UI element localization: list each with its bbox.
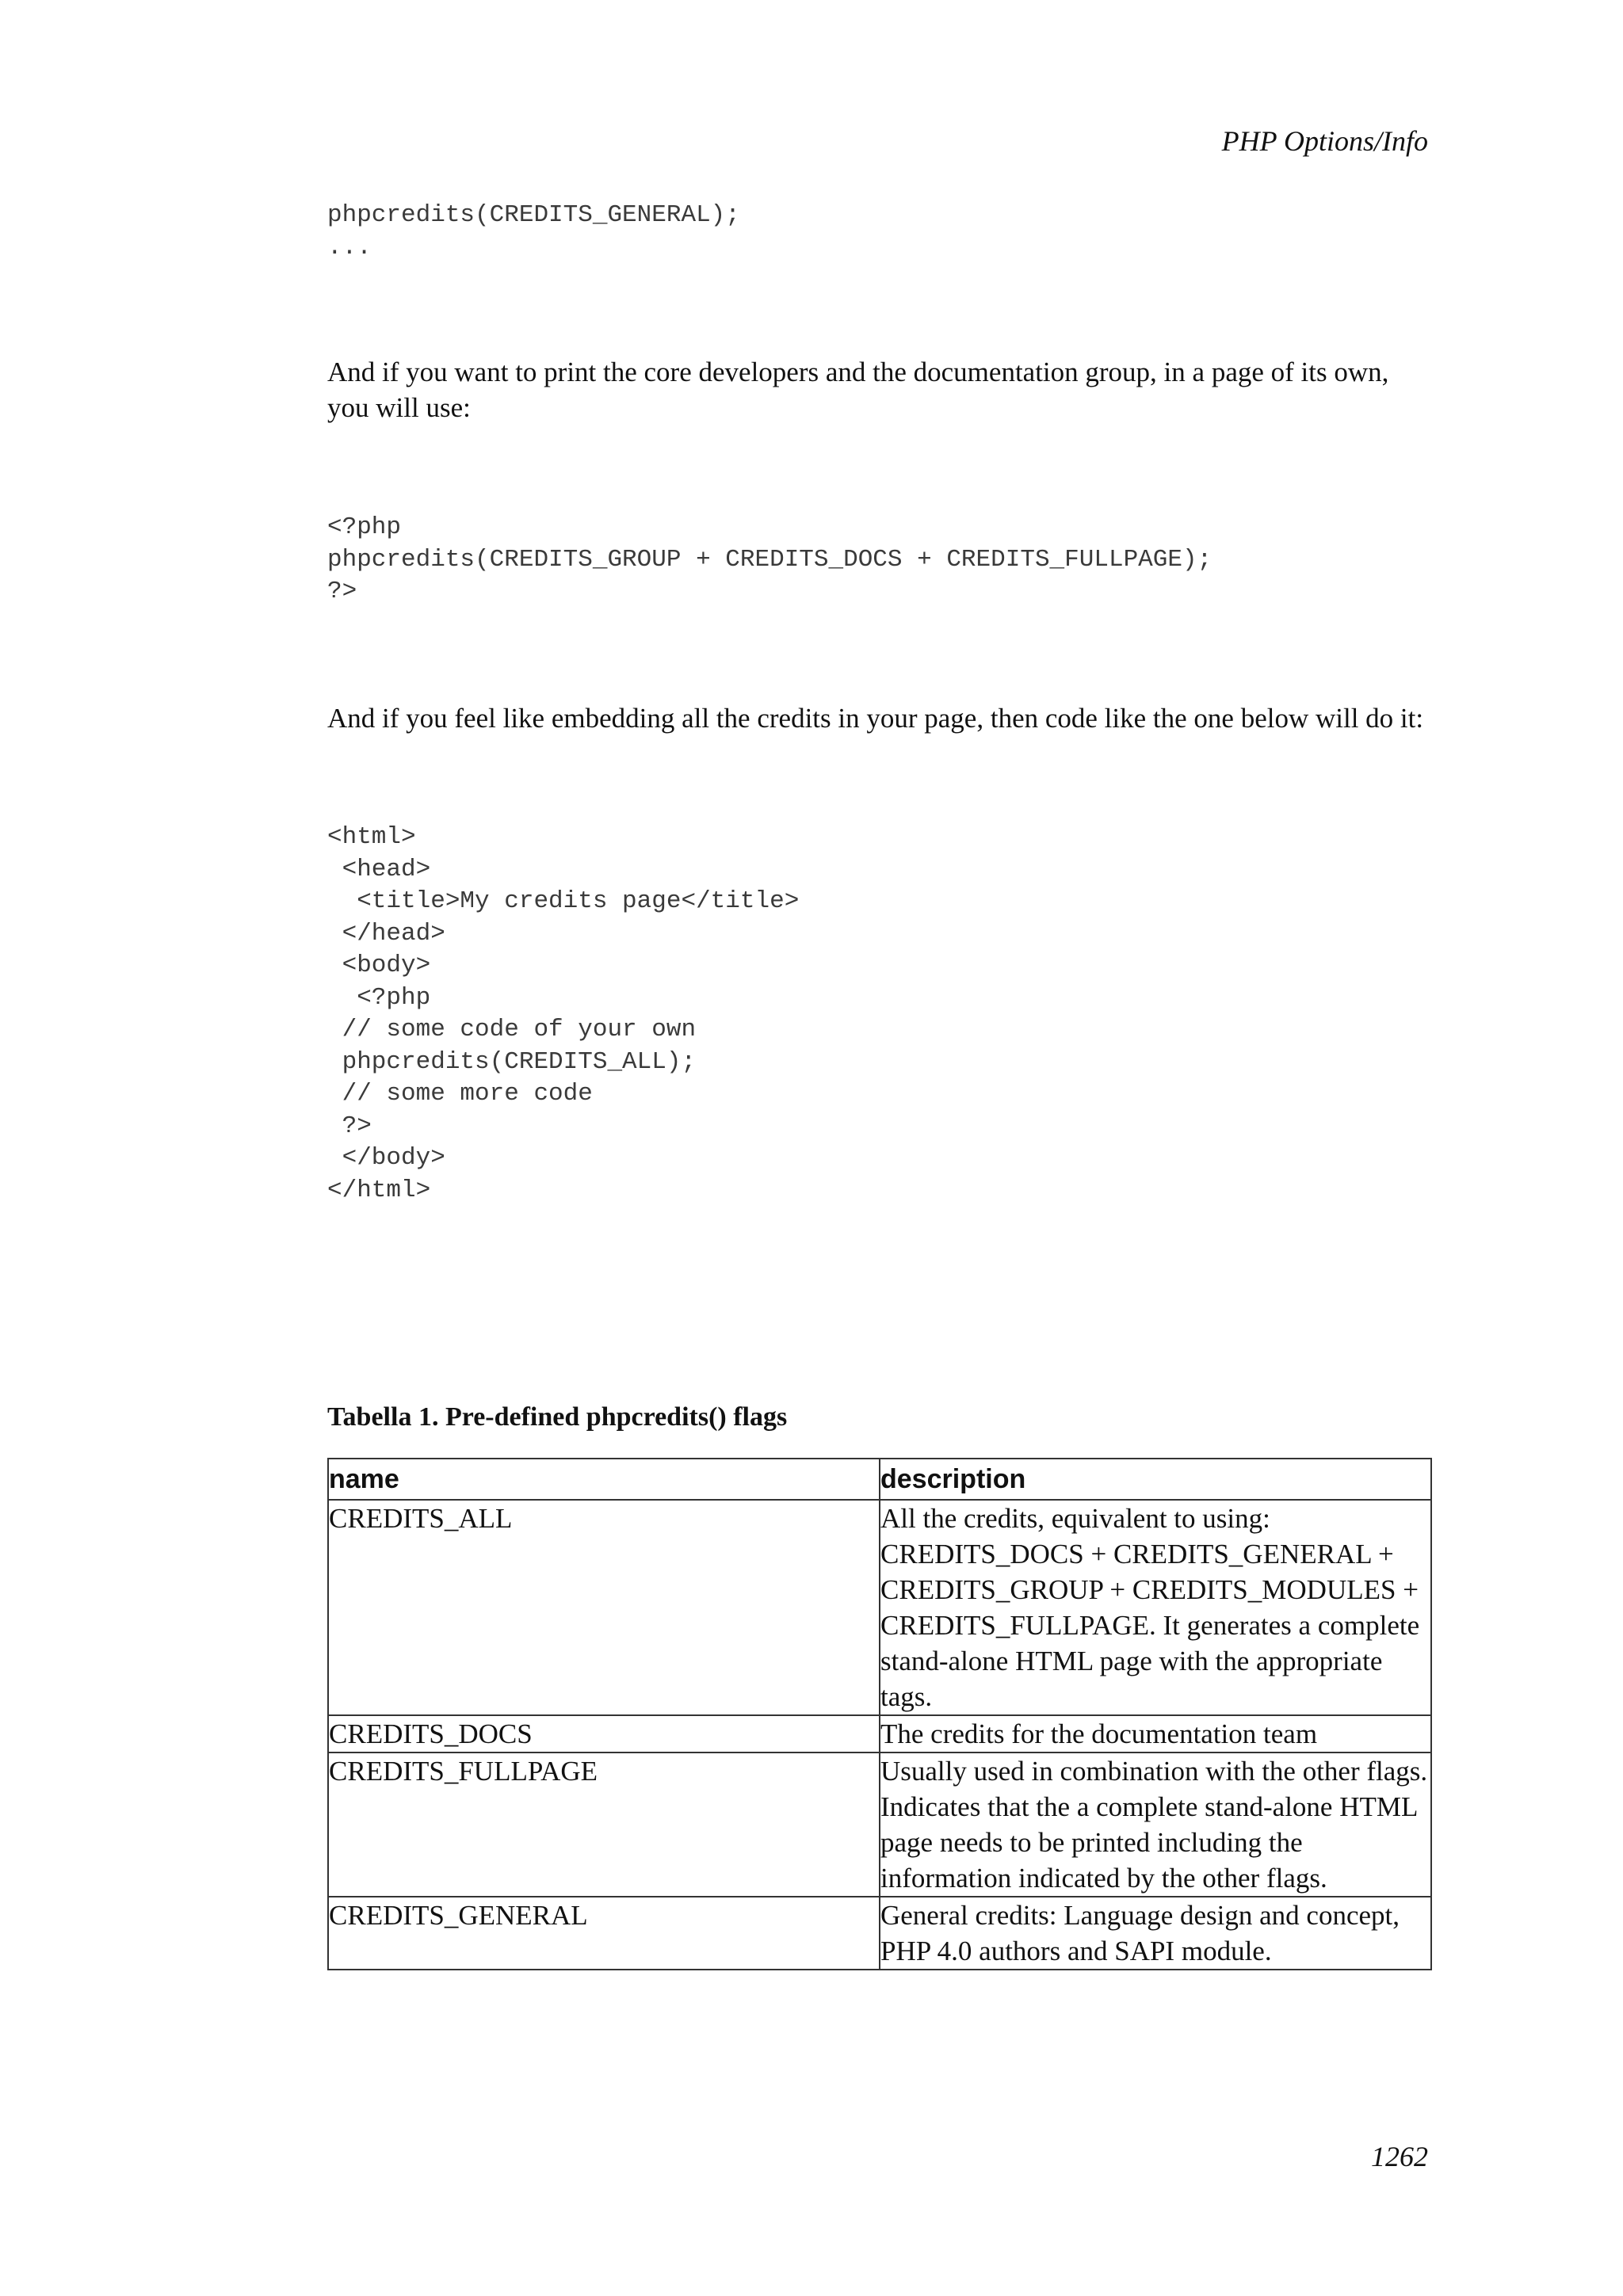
- code-line: <body>: [327, 952, 431, 979]
- table-cell-description: General credits: Language design and concept, PHP 4.0 authors and SAPI module.: [880, 1897, 1431, 1970]
- code-line: </html>: [327, 1176, 431, 1204]
- code-line: <?php: [327, 513, 402, 541]
- table-caption-container: [327, 1404, 1429, 1431]
- table-row: [328, 1715, 1431, 1753]
- page-number: 1262: [1371, 2141, 1428, 2172]
- code-line: ...: [327, 233, 372, 261]
- table-cell-description: The credits for the documentation team: [880, 1715, 1431, 1753]
- paragraph-2: And if you feel like embedding all the credits in your page, then code like the one below will do it:: [327, 703, 1424, 734]
- code-block-3-text: [327, 822, 1429, 1207]
- code-line: <html>: [327, 823, 416, 851]
- column-header-description: description: [880, 1459, 1431, 1500]
- code-line: ?>: [327, 1112, 372, 1140]
- code-block-2: [327, 512, 1429, 608]
- code-line: <?php: [327, 983, 431, 1012]
- paragraph-1: And if you want to print the core developers and the documentation group, in a page of its own, you will use:: [327, 357, 1389, 423]
- table-row: [328, 1897, 1431, 1970]
- code-line: phpcredits(CREDITS_ALL);: [327, 1047, 697, 1076]
- table-cell-name: CREDITS_GENERAL: [328, 1897, 880, 1970]
- code-block-1: [327, 200, 1429, 264]
- table-caption: Tabella 1. Pre-defined phpcredits() flags: [327, 1402, 788, 1432]
- code-block-1-text: [327, 200, 1429, 264]
- code-line: // some more code: [327, 1080, 593, 1108]
- code-line: phpcredits(CREDITS_GROUP + CREDITS_DOCS + CREDITS_FULLPAGE);: [327, 545, 1212, 574]
- code-line: <title>My credits page</title>: [327, 887, 800, 915]
- code-block-3: [327, 822, 1429, 1207]
- table-cell-name: CREDITS_ALL: [328, 1500, 880, 1715]
- code-line: </body>: [327, 1144, 445, 1172]
- table-cell-name: CREDITS_FULLPAGE: [328, 1753, 880, 1897]
- code-line: <head>: [327, 855, 431, 883]
- code-block-2-text: [327, 512, 1429, 608]
- column-header-name: name: [328, 1459, 880, 1500]
- code-line: </head>: [327, 919, 445, 948]
- code-line: phpcredits(CREDITS_GENERAL);: [327, 201, 740, 229]
- table-cell-description: Usually used in combination with the other flags. Indicates that the a complete stand-alone HTML page needs to be printed including the information indicated by the other flags.: [880, 1753, 1431, 1897]
- running-header: PHP Options/Info: [1221, 125, 1428, 157]
- table-cell-name: CREDITS_DOCS: [328, 1715, 880, 1753]
- table-row: [328, 1753, 1431, 1897]
- flags-table-container: [327, 1458, 1429, 1970]
- table-header-row: [328, 1459, 1431, 1500]
- paragraph-1-container: [327, 354, 1429, 425]
- table-row: [328, 1500, 1431, 1715]
- code-line: // some code of your own: [327, 1016, 697, 1043]
- table-cell-description: All the credits, equivalent to using: CREDITS_DOCS + CREDITS_GENERAL + CREDITS_GROUP + CREDITS_MODULES + CREDITS_FULLPAGE. It generates a complete stand-alone HTML page with the appropriate tags.: [880, 1500, 1431, 1715]
- code-line: ?>: [327, 578, 357, 605]
- flags-table: [327, 1458, 1432, 1970]
- paragraph-2-container: [327, 700, 1429, 736]
